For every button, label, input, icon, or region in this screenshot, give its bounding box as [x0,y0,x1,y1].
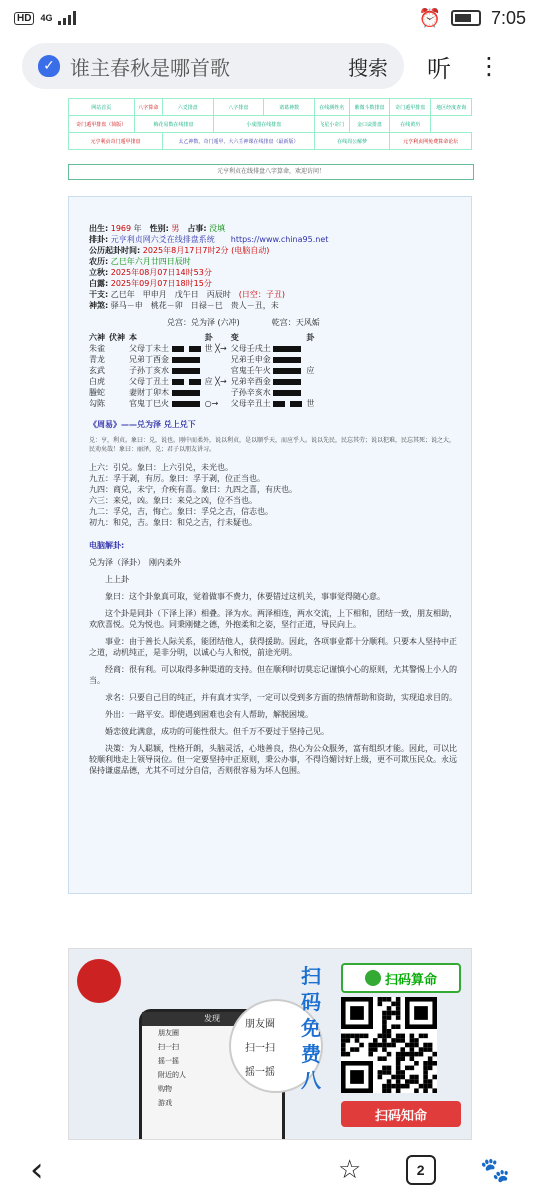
kong: (日空：子丑) [238,290,285,299]
yao-mark: 世 ╳→ [204,344,227,353]
bian-yao [231,354,307,365]
yao-tail: 世 [306,399,315,408]
ben-yao [129,343,205,354]
address-bar [0,40,540,92]
cast-time: 2025年8月17日7时2分 [142,246,229,255]
birth-label: 出生: [89,224,109,233]
nav-link[interactable]: 在线周公解梦 [314,133,389,150]
nav-link[interactable]: 在线测姓名 [314,99,349,116]
nav-link[interactable]: 梅花易数在线排盘 [134,116,213,133]
bian-yao-text: 兄弟辛酉金 [230,377,271,386]
six-god: 白虎 [89,377,105,386]
wechat-icon [365,970,381,986]
yao-line [89,376,318,387]
hexagram-header: 卦 [204,333,213,342]
yao-tail [306,354,318,365]
search-button[interactable]: 搜索 [348,55,388,80]
phone-menu-item: 摇一摇 [158,1057,179,1065]
nav-link[interactable]: 在线黄历 [390,116,431,133]
yao-text: 初九：和兑，吉。象曰：和兑之吉，行未疑也。 [89,518,257,527]
bian-yao [231,365,307,376]
vertical-char: 八 [301,1068,321,1092]
hexagram-table [89,332,318,409]
yao-text: 九五：孚于剥，有厉。象曰：孚于剥，位正当也。 [89,474,265,483]
pan-site-link[interactable]: 元亨利贞网六爻在线排盘系统 [110,235,215,244]
topic-label: 占事: [187,224,207,233]
ai-paragraphs [89,591,459,776]
nav-link[interactable]: 小成图在线排盘 [213,116,314,133]
gender: 男 [171,224,180,233]
shensha: 驿马－申 桃花－卯 日禄－巳 贵人－丑，未 [110,301,279,310]
phone-menu-item: 扫一扫 [158,1043,179,1051]
lunar-date: 乙巳年六月廿四日辰时 [110,257,191,266]
yao-text: 上六：引兑。象曰：上六引兑，未光也。 [89,463,233,472]
bian-yao-text: 父母辛丑土 [230,399,271,408]
hexagram-header: 变 [230,333,239,342]
fu-shen [109,365,129,376]
yao-text: 九四：商兑，未宁，介疾有喜。象曰：九四之喜，有庆也。 [89,485,297,494]
zhouyi-title: 《周易》——兑为泽 兑上兑下 [89,420,196,429]
ganzhi: 乙巳年 甲申月 戊午日 丙辰时 [110,290,231,299]
ben-yao [129,398,205,409]
search-query[interactable]: 谁主春秋是哪首歌 [70,55,230,80]
year-unit: 年 [133,224,142,233]
back-icon[interactable]: ‹ [30,1150,44,1190]
paw-icon[interactable]: 🐾 [480,1156,510,1184]
yao-tail [306,387,318,398]
bian-yao [231,343,307,354]
battery-icon [451,10,481,26]
yao-tail: 应 [306,366,315,375]
nav-link[interactable]: 八字算命 [134,99,162,116]
ai-subtitle: 兑为泽（泽卦） 刚内柔外 [89,558,181,567]
bubble-item: 摇一摇 [245,1067,275,1078]
hd-badge: HD [14,12,34,25]
yao-mark: 应 ╳→ [204,377,227,386]
six-god: 朱雀 [89,344,105,353]
ai-paragraph: 事业：由于善长人际关系，能团结他人，获得援助。因此，各项事业都十分顺利。只要本人坚持中正之道，动机纯正，是非分明，以诚心与人和悦，前途光明。 [89,637,457,657]
ai-paragraph: 决策：为人聪颖，性格开朗，头脑灵活，心地善良，热心为公众服务，富有组织才能。因此，可以比较顺利地走上领导岗位。但一定要坚持中正原则，秉公办事，不得诌媚讨好上级，更不可欺压民众。永远保持谦虚品德，尤其不可过分自信，否则很容易为坏人包围。 [89,744,457,775]
fu-shen [109,398,129,409]
listen-button[interactable]: 听 [427,54,451,83]
six-god: 勾陈 [89,399,105,408]
ben-yao-text: 兄弟丁酉金 [129,355,169,364]
qr-top-label [341,963,461,993]
signal-icon [58,11,76,25]
ben-yao-text: 妻财丁卯木 [129,388,169,397]
nav-link[interactable]: 元亨利贞网免费算命论坛 [390,133,472,150]
nav-link[interactable]: 八字排盘 [213,99,264,116]
nav-link[interactable]: 诸葛神数 [264,99,315,116]
bubble-item: 扫一扫 [245,1043,275,1054]
hexagram-header: 六神 [89,333,105,342]
shensha-label: 神煞: [89,301,109,310]
nav-link[interactable]: 太乙神数、奇门遁甲、大六壬神课在线排盘（最新版） [162,133,314,150]
phone-menu-item: 游戏 [158,1099,172,1107]
yao-line [89,398,318,409]
fu-shen [109,376,129,387]
yao-tail [306,376,318,387]
bailu-date: 2025年09月07日18时15分 [110,279,212,288]
nav-link[interactable]: 六爻排盘 [162,99,213,116]
nav-link[interactable]: 紫微斗数排盘 [349,99,390,116]
yao-texts [89,462,459,528]
ai-paragraph: 象曰：这个卦象真可取，觉着做事不费力，休要错过这机关，事事觉得随心意。 [105,592,385,601]
network-type: 4G [40,13,53,23]
gender-label: 性别: [149,224,169,233]
alarm-icon: ⏰ [418,7,441,28]
time-label: 公历起卦时间: [89,246,141,255]
pan-url-link[interactable]: https://www.china95.net [230,235,329,244]
hexagram-header: 本 [129,333,137,342]
yao-mark [205,354,231,365]
yao-line [89,387,318,398]
ai-paragraph: 这个卦是同卦（下泽上泽）相叠。泽为水。两泽相连，两水交流，上下相和，团结一致，朋友相助，欢欣喜悦。兑为悦也。同秉刚健之德，外抱柔和之姿，坚行正道，导民向上。 [89,609,457,629]
yao-line [89,343,318,354]
yao-line [89,354,318,365]
ben-yao [129,387,205,398]
ai-paragraph: 求名：只要自己目的纯正，并有真才实学，一定可以受到多方面的热情帮助和资助，实现追求目的。 [105,693,457,702]
bian-gong: 乾宫：天风姤 [271,318,320,327]
nav-link[interactable]: 奇门遁甲排盘（简版） [69,116,135,133]
nav-link[interactable]: 地区经度查询 [431,99,472,116]
ben-yao [129,354,205,365]
pan-label: 排卦: [89,235,109,244]
promo-vertical-text [299,963,323,1093]
qr-code-icon[interactable] [341,997,437,1093]
lunar-label: 农历: [89,257,109,266]
shield-icon: ✓ [38,55,60,77]
ben-yao [129,365,205,376]
liqiu-date: 2025年08月07日14时53分 [110,268,212,277]
time-mode: (电脑自动) [231,246,270,255]
yao-text: 九二：孚兑，吉，悔亡。象曰：孚兑之吉，信志也。 [89,507,273,516]
star-icon[interactable]: ☆ [338,1155,362,1185]
ai-paragraph: 经商：很有利。可以取得多种渠道的支持。但在顺利时切莫忘记谨慎小心的原则，尤其警惕上小人的当。 [89,665,457,685]
qr-top-text: 扫码算命 [384,972,437,988]
ai-paragraph: 外出：一路平安。即使遇到困难也会有人帮助，解脱困境。 [105,710,313,719]
ben-yao [129,376,205,387]
ai-level: 上上卦 [105,575,129,584]
bian-yao-text: 子孙辛亥水 [230,388,271,397]
ben-yao-text: 官鬼丁巳火 [129,399,169,408]
ai-title: 电脑解卦: [89,541,125,550]
banner-image[interactable]: 元亨利贞在线排盘八字算命，欢迎访问！ [68,164,474,180]
phone-title: 发现 [142,1012,282,1026]
nav-link[interactable]: 飞星小奇门 [314,116,349,133]
six-god: 玄武 [89,366,105,375]
ganzhi-label: 干支: [89,290,109,299]
bian-yao-text: 官鬼壬午火 [230,366,271,375]
six-god: 螣蛇 [89,388,105,397]
more-icon[interactable]: ⋮ [477,52,501,80]
birth-year: 1969 [110,224,132,233]
status-bar [0,0,540,36]
vertical-char: 费 [301,1042,321,1066]
vertical-char: 码 [301,990,321,1014]
phone-menu-item: 购物 [158,1085,172,1093]
fu-shen [109,354,129,365]
bubble-item: 朋友圈 [245,1019,275,1030]
fu-shen [109,343,129,354]
search-box[interactable] [22,43,404,89]
ai-paragraph: 婚恋彼此满意，成功的可能性很大。但千万不要过于坚持己见。 [105,727,329,736]
phone-menu-item: 朋友圈 [158,1029,179,1037]
nav-link[interactable]: 奇门遁甲排盘 [390,99,431,116]
liqiu-label: 立秋: [89,268,109,277]
nav-link[interactable]: 元亨利贞奇门遁甲排盘 [69,133,163,150]
clock: 7:05 [490,7,526,28]
hexagram-header: 伏神 [109,333,125,342]
yao-mark: ○→ [204,399,219,408]
yao-mark [205,387,231,398]
vertical-char: 扫 [301,964,321,988]
bailu-label: 白露: [89,279,109,288]
tabs-button[interactable]: 2 [406,1155,436,1185]
yao-mark [205,365,231,376]
dragon-logo-icon [77,959,121,1003]
yao-line [89,365,318,376]
bian-yao-text: 父母壬戌土 [230,344,271,353]
ben-yao-text: 子孙丁亥水 [129,366,169,375]
ben-gong: 兑宫：兑为泽 (六冲) [167,318,240,327]
bian-yao [231,376,307,387]
site-nav [68,98,472,150]
topic: 没填 [209,224,226,233]
hexagram-header: 卦 [306,333,315,342]
ben-yao-text: 父母丁未土 [129,344,169,353]
yao-text: 六三：来兑，凶。象曰：来兑之凶，位不当也。 [89,496,257,505]
qr-bottom-label[interactable]: 扫码知命 [341,1101,461,1127]
nav-link[interactable]: 网站首页 [69,99,135,116]
phone-menu-item: 附近的人 [158,1071,186,1079]
zhouyi-intro: 兑：亨，利贞。象曰：兑，说也。刚中而柔外，说以利贞，是以顺乎天，而应乎人。说以先民，民忘其劳；说以犯难，民忘其死；说之大，民劝矣哉！象曰：丽泽，兑；君子以朋友讲习。 [89,437,456,453]
web-content [0,94,540,1140]
six-god: 青龙 [89,355,105,364]
bian-yao [231,398,307,409]
vertical-char: 免 [301,1016,321,1040]
promo-banner[interactable] [68,948,472,1140]
fu-shen [109,387,129,398]
ben-yao-text: 父母丁丑土 [129,377,169,386]
bian-yao-text: 兄弟壬申金 [230,355,271,364]
divination-panel [68,196,472,894]
nav-link[interactable]: 金口诀排盘 [349,116,390,133]
bottom-nav [0,1140,540,1200]
qr-card[interactable] [341,963,461,1133]
bian-yao [231,387,307,398]
yao-tail [306,343,318,354]
